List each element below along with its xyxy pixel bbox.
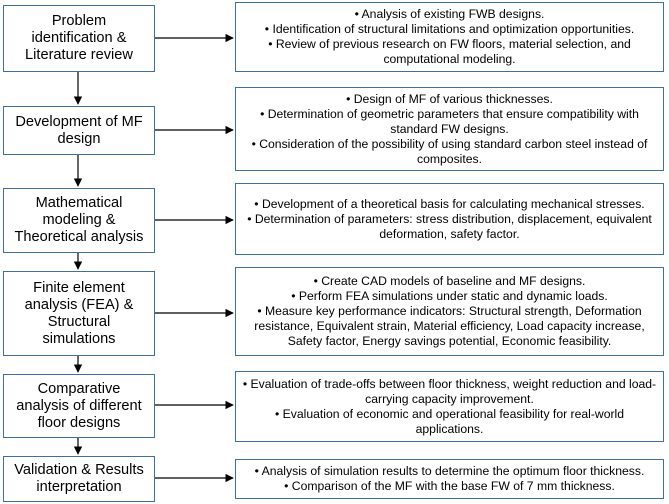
detail-item: • Create CAD models of baseline and MF designs.	[313, 274, 586, 288]
detail-box-mathematical-modeling	[235, 183, 664, 255]
detail-item: • Comparison of the MF with the base FW of 7 mm thickness.	[284, 479, 615, 493]
detail-item: • Evaluation of trade-offs between floor thickness, weight reduction and load-carrying capacity improvement.	[242, 376, 657, 406]
detail-list	[236, 274, 663, 349]
stage-title: Problem identification & Literature review	[25, 13, 133, 63]
detail-item: • Analysis of existing FWB designs.	[354, 7, 545, 21]
stage-title: Development of MF design	[15, 113, 143, 147]
detail-box-problem-identification	[235, 2, 664, 72]
detail-item: • Determination of parameters: stress distribution, displacement, equivalent deformation, safety factor.	[247, 211, 652, 241]
detail-item: • Review of previous research on FW floors, material selection, and computational modeling.	[268, 37, 631, 66]
detail-list	[236, 197, 663, 242]
detail-box-comparative-analysis	[235, 371, 664, 442]
stage-box-finite-element-analysis	[3, 271, 155, 356]
stage-box-validation-results	[3, 456, 155, 502]
detail-box-development-mf-design	[235, 87, 664, 171]
detail-box-validation-results	[235, 459, 664, 499]
detail-item: • Measure key performance indicators: Structural strength, Deformation resistance, Equivalent strain, Material efficiency, Load capacity increase, Safety factor, Energy savings potential, Economic feasibility.	[254, 304, 645, 348]
detail-item: • Identification of structural limitations and optimization opportunities.	[264, 22, 635, 36]
detail-list	[236, 92, 663, 167]
detail-item: • Development of a theoretical basis for calculating mechanical stresses.	[254, 196, 645, 211]
detail-item: • Design of MF of various thicknesses.	[346, 91, 553, 106]
detail-box-finite-element-analysis	[235, 267, 664, 356]
stage-box-development-mf-design	[3, 106, 155, 155]
detail-item: • Analysis of simulation results to determine the optimum floor thickness.	[254, 464, 645, 478]
stage-title: Comparative analysis of different floor designs	[16, 380, 142, 431]
stage-box-comparative-analysis	[3, 374, 155, 438]
stage-title: Mathematical modeling & Theoretical analysis	[14, 195, 144, 245]
detail-list	[251, 464, 649, 494]
stage-title: Validation & Results interpretation	[14, 462, 144, 495]
stage-title: Finite element analysis (FEA) & Structural simulations	[24, 279, 134, 347]
detail-list	[236, 7, 663, 67]
stage-box-mathematical-modeling	[3, 188, 155, 253]
stage-box-problem-identification	[3, 5, 155, 72]
detail-item: • Perform FEA simulations under static and dynamic loads.	[291, 289, 608, 303]
detail-item: • Determination of geometric parameters that ensure compatibility with standard FW designs.	[260, 106, 639, 136]
detail-list	[236, 377, 663, 437]
detail-item: • Consideration of the possibility of using standard carbon steel instead of composites.	[251, 136, 648, 166]
detail-item: • Evaluation of economic and operational feasibility for real-world applications.	[274, 406, 625, 436]
